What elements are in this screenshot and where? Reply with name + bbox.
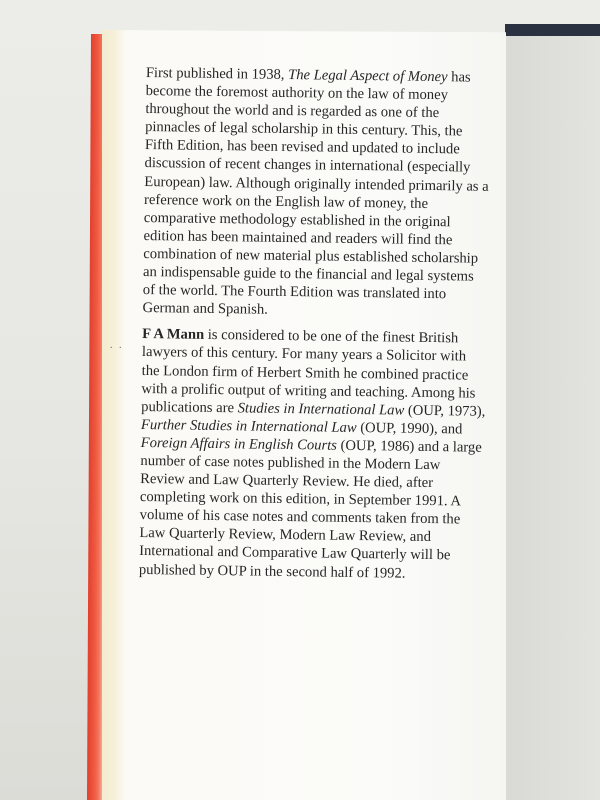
description-prefix: First published in 1938, [145, 64, 289, 83]
book-page-edge [500, 36, 600, 800]
description-body: has become the foremost authority on the law of money throughout the world and is regarded as one of the pinnacles of legal scholarship in this century. This, the Fifth Edition, has been revised and updated to include discussion of recent changes in international (especially European) law. Although originally intended primarily as a reference work on the English law of money, the comparative methodology established in the original edition has been maintained and readers will find the combination of new material plus established scholarship an indispensable guide to the financial and legal systems of the world. The Fourth Edition was translated into German and Spanish. [142, 69, 489, 318]
book-description-paragraph [142, 64, 491, 322]
publication-title-1: Studies in International Law [237, 400, 405, 419]
author-name: F A Mann [142, 326, 205, 344]
margin-dots: . . [110, 340, 124, 351]
bio-text-3: (OUP, 1990), and [356, 419, 463, 438]
publication-title-2: Further Studies in International Law [140, 416, 357, 436]
bio-text-2: (OUP, 1973), [404, 402, 486, 420]
flap-text [139, 64, 491, 591]
bio-text-4: (OUP, 1986) and a large number of case notes published in the Modern Law Review and Law Quarterly Review. He died, after completing work on this edition, in September 1991. A volume of his case notes and comments taken from the Law Quarterly Review, Modern Law Review, and International and Comparative Law Quarterly will be published by OUP in the second half of 1992. [138, 437, 482, 582]
publication-title-3: Foreign Affairs in English Courts [140, 434, 338, 454]
author-bio-paragraph [139, 325, 488, 583]
bio-text-1: is considered to be one of the finest British lawyers of this century. For many years a Solicitor with the London firm of Herbert Smith he combined practice with a prolific output of writing and teaching. Among his publications are [141, 327, 476, 416]
book-title: The Legal Aspect of Money [288, 66, 448, 86]
